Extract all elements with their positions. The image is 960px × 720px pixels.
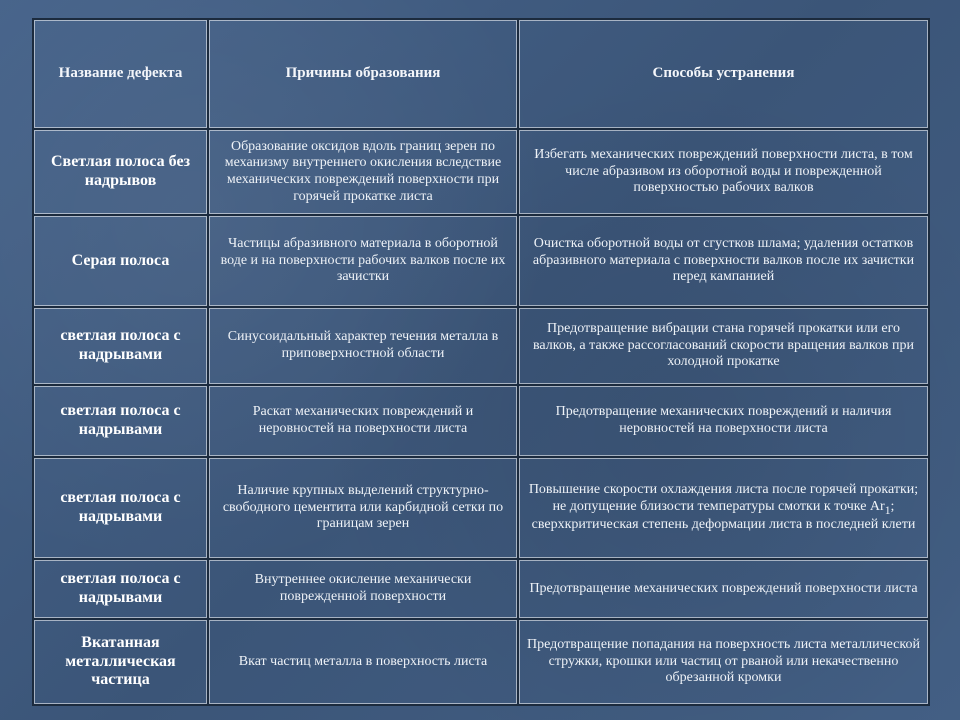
remedy-cell: Избегать механических повреждений поверхности листа, в том числе абразивом из оборотной воды и поврежденной поверхностью рабочих валков: [518, 129, 929, 215]
defect-name-cell: светлая полоса с надрывами: [33, 385, 208, 457]
cause-cell: Образование оксидов вдоль границ зерен по механизму внутреннего окисления вследствие механических повреждений поверхности при горячей прокатке листа: [208, 129, 518, 215]
remedy-cell: Очистка оборотной воды от сгустков шлама; удаления остатков абразивного материала с поверхности валков после их зачистки перед кампанией: [518, 215, 929, 307]
cause-cell: Раскат механических повреждений и неровностей на поверхности листа: [208, 385, 518, 457]
remedy-text-post: ; сверхкритическая степень деформации листа в последней клети: [531, 498, 916, 533]
defect-name-cell: Серая полоса: [33, 215, 208, 307]
table-row: [33, 457, 929, 559]
defect-name-cell: Вкатанная металлическая частица: [33, 619, 208, 705]
table-row: [33, 215, 929, 307]
defect-name-cell: Светлая полоса без надрывов: [33, 129, 208, 215]
remedy-cell: Предотвращение вибрации стана горячей прокатки или его валков, а также рассогласований скорости вращения валков при холодной прокатке: [518, 307, 929, 385]
remedy-cell: Предотвращение механических повреждений и наличия неровностей на поверхности листа: [518, 385, 929, 457]
header-causes: Причины образования: [208, 19, 518, 129]
header-defect-name: Название дефекта: [33, 19, 208, 129]
table-row: [33, 129, 929, 215]
defect-name-cell: светлая полоса с надрывами: [33, 559, 208, 619]
defects-table-container: [32, 18, 928, 704]
table-row: [33, 619, 929, 705]
remedy-cell: [518, 457, 929, 559]
remedy-subscript: 1: [884, 503, 891, 517]
remedy-text-pre: Повышение скорости охлаждения листа после горячей прокатки; не допущение близости температуры смотки к точке Ar: [528, 482, 919, 514]
defect-name-cell: светлая полоса с надрывами: [33, 457, 208, 559]
header-remedies: Способы устранения: [518, 19, 929, 129]
cause-cell: Наличие крупных выделений структурно-свободного цементита или карбидной сетки по границам зерен: [208, 457, 518, 559]
table-row: [33, 385, 929, 457]
defects-table: [32, 18, 930, 706]
cause-cell: Частицы абразивного материала в оборотной воде и на поверхности рабочих валков после их зачистки: [208, 215, 518, 307]
table-header-row: [33, 19, 929, 129]
cause-cell: Вкат частиц металла в поверхность листа: [208, 619, 518, 705]
remedy-cell: Предотвращение механических повреждений поверхности листа: [518, 559, 929, 619]
table-row: [33, 307, 929, 385]
table-row: [33, 559, 929, 619]
defect-name-cell: светлая полоса с надрывами: [33, 307, 208, 385]
cause-cell: Синусоидальный характер течения металла в приповерхностной области: [208, 307, 518, 385]
cause-cell: Внутреннее окисление механически поврежденной поверхности: [208, 559, 518, 619]
remedy-cell: Предотвращение попадания на поверхность листа металлической стружки, крошки или частиц от рваной или некачественно обрезанной кромки: [518, 619, 929, 705]
